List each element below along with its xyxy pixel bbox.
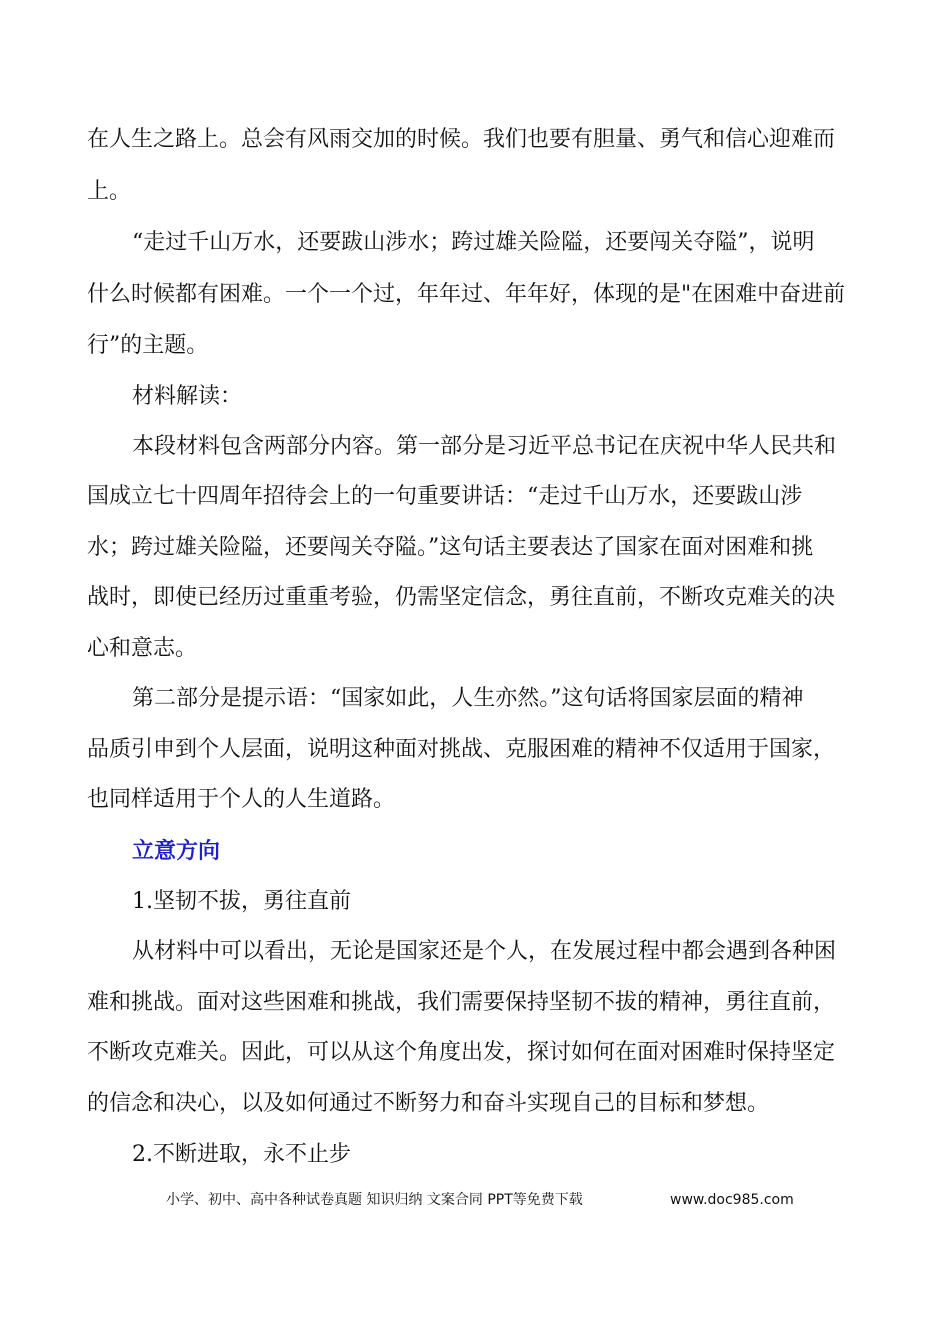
body-text-line: 战时，即使已经历过重重考验，仍需坚定信念，勇往直前，不断攻克难关的决 (87, 585, 836, 610)
body-text-line: 从材料中可以看出，无论是国家还是个人，在发展过程中都会遇到各种困 (132, 939, 837, 964)
section-heading: 立意方向 (132, 839, 221, 864)
body-text-line: 在人生之路上。总会有风雨交加的时候。我们也要有胆量、勇气和信心迎难而 (87, 127, 836, 152)
body-text-line: “走过千山万水，还要跋山涉水；跨过雄关险隘，还要闯关夺隘”，说明 (132, 230, 815, 255)
body-text-line: 第二部分是提示语：“国家如此，人生亦然。”这句话将国家层面的精神 (132, 686, 804, 711)
body-text-line: 难和挑战。面对这些困难和挑战，我们需要保持坚韧不拔的精神，勇往直前， (87, 990, 836, 1015)
body-text-line: 心和意志。 (87, 636, 198, 661)
body-text-line: 水；跨过雄关险隘，还要闯关夺隘。”这句话主要表达了国家在面对困难和挑 (87, 535, 814, 560)
body-text-line: 什么时候都有困难。一个一个过，年年过、年年好，体现的是"在困难中奋进前 (87, 282, 846, 307)
body-text-line: 品质引申到个人层面，说明这种面对挑战、克服困难的精神不仅适用于国家， (87, 737, 836, 762)
body-text-line: 的信念和决心，以及如何通过不断努力和奋斗实现自己的目标和梦想。 (87, 1091, 770, 1116)
body-text-line: 上。 (87, 179, 132, 204)
section-label: 材料解读： (132, 384, 243, 409)
footer-text: 小学、初中、高中各种试卷真题 知识归纳 文案合同 PPT等免费下载 (166, 1192, 583, 1208)
body-text-line: 国成立七十四周年招待会上的一句重要讲话：“走过千山万水，还要跋山涉 (87, 484, 803, 509)
body-text-line: 也同样适用于个人的人生道路。 (87, 787, 396, 812)
body-text-line: 行”的主题。 (87, 333, 209, 358)
subheading: 1.坚韧不拔，勇往直前 (132, 889, 351, 914)
body-text-line: 本段材料包含两部分内容。第一部分是习近平总书记在庆祝中华人民共和 (132, 434, 837, 459)
footer-site-link[interactable]: www.doc985.com (670, 1192, 794, 1208)
body-text-line: 不断攻克难关。因此，可以从这个角度出发，探讨如何在面对困难时保持坚定 (87, 1040, 836, 1065)
page-footer (166, 1190, 794, 1210)
subheading: 2.不断进取，永不止步 (132, 1142, 351, 1167)
